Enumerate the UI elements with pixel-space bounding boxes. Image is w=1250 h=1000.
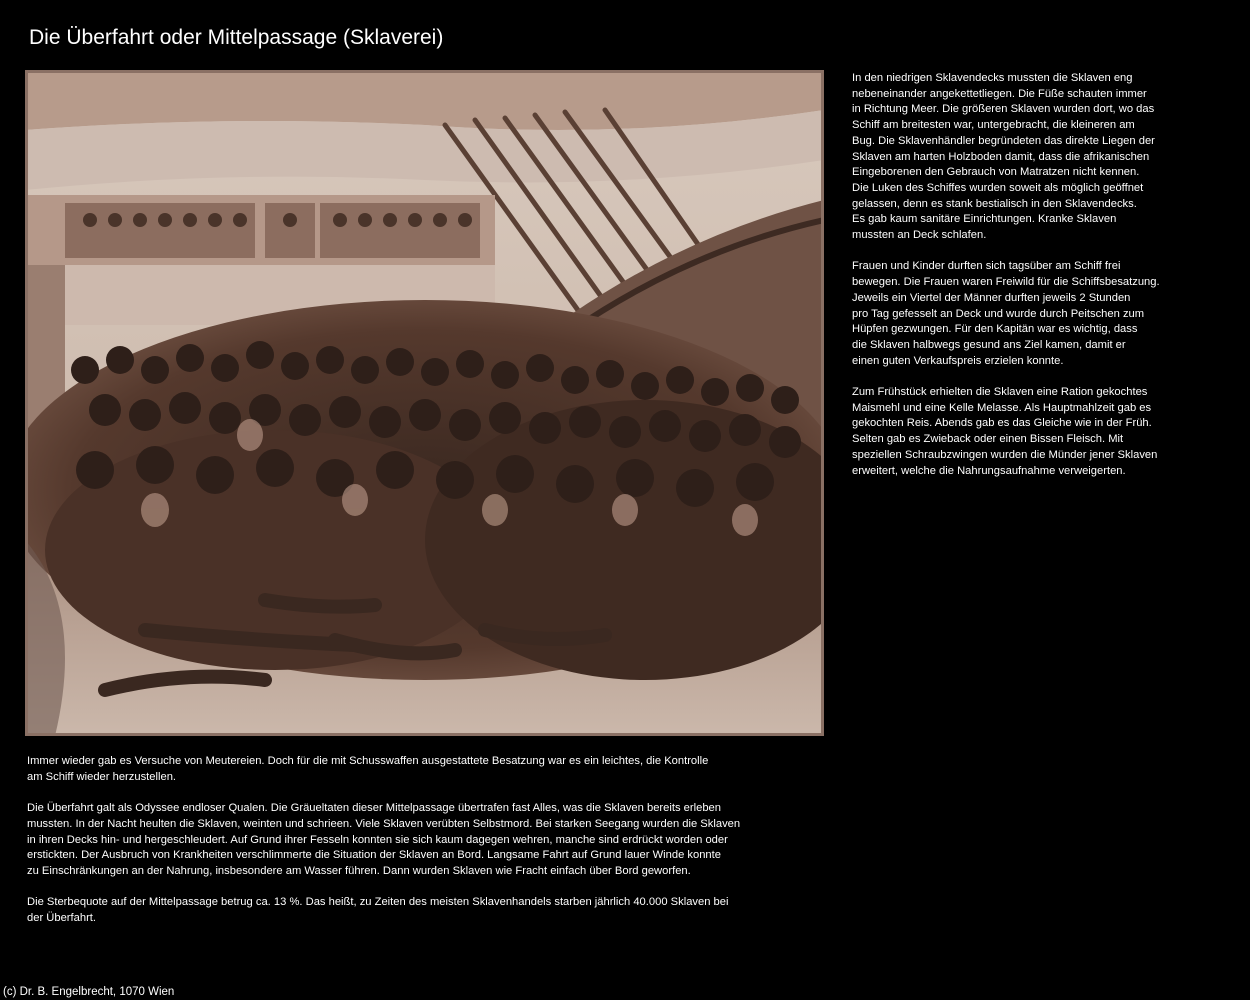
text-line: mussten. In der Nacht heulten die Sklaven, weinten und schrieen. Viele Sklaven verübten Selbstmord. Bei starken Seegang wurden die Sklaven [27,817,741,830]
ship-deck-illustration [25,70,824,736]
text-line: Hüpfen gezwungen. Für den Kapitän war es wichtig, dass [852,323,1138,336]
text-line: Selten gab es Zwieback oder einen Bissen Fleisch. Mit [852,433,1124,446]
text-line: in Richtung Meer. Die größeren Sklaven wurden dort, wo das [852,103,1155,116]
text-line: bewegen. Die Frauen waren Freiwild für die Schiffsbesatzung. [852,276,1160,289]
text-paragraph [27,801,797,880]
side-text-column [852,71,1187,495]
text-line: Die Sterbequote auf der Mittelpassage betrug ca. 13 %. Das heißt, zu Zeiten des meisten Sklavenhandels starben jährlich 40.000 Sklaven bei [27,896,729,909]
page-title: Die Überfahrt oder Mittelpassage (Sklaverei) [29,26,444,49]
text-line: erstickten. Der Ausbruch von Krankheiten verschlimmerte die Situation der Sklaven an Bord. Langsame Fahrt auf Grund lauer Winde konnte [27,849,721,862]
text-line: Maismehl und eine Kelle Melasse. Als Hauptmahlzeit gab es [852,401,1152,414]
text-line: mussten an Deck schlafen. [852,229,987,242]
copyright-footer: (c) Dr. B. Engelbrecht, 1070 Wien [3,986,175,998]
bottom-text-column [27,754,797,942]
text-line: am Schiff wieder herzustellen. [27,770,177,783]
text-line: gelassen, denn es stank bestialisch in den Sklavendecks. [852,197,1137,210]
ship-deck-photo [25,70,824,736]
text-paragraph [27,754,797,785]
text-line: Zum Frühstück erhielten die Sklaven eine Ration gekochtes [852,386,1148,399]
text-line: nebeneinander angekettetliegen. Die Füße schauten immer [852,87,1147,100]
text-line: Es gab kaum sanitäre Einrichtungen. Kranke Sklaven [852,213,1117,226]
text-line: der Überfahrt. [27,912,97,924]
text-line: In den niedrigen Sklavendecks mussten die Sklaven eng [852,72,1133,84]
text-line: einen guten Verkaufspreis erzielen konnte. [852,354,1064,367]
text-line: gekochten Reis. Abends gab es das Gleiche wie in der Früh. [852,417,1152,430]
text-line: Frauen und Kinder durften sich tagsüber am Schiff frei [852,260,1121,273]
text-paragraph [27,895,797,926]
text-line: Schiff am breitesten war, untergebracht, die kleineren am [852,119,1135,132]
text-line: Immer wieder gab es Versuche von Meutereien. Doch für die mit Schusswaffen ausgestattete Besatzung war es ein leichtes, die Kontrolle [27,755,709,767]
text-paragraph [852,385,1187,479]
text-line: Die Luken des Schiffes wurden soweit als möglich geöffnet [852,181,1144,194]
text-line: erweitert, welche die Nahrungsaufnahme verweigerten. [852,464,1126,477]
text-paragraph [852,259,1187,369]
text-line: Sklaven am harten Holzboden damit, dass die afrikanischen [852,150,1150,163]
text-line: Eingeborenen den Gebrauch von Matratzen nicht kennen. [852,166,1140,179]
text-line: speziellen Schraubzwingen wurden die Münder jener Sklaven [852,448,1158,461]
text-line: Die Überfahrt galt als Odyssee endloser Qualen. Die Gräueltaten dieser Mittelpassage übertrafen fast Alles, was die Sklaven bereits erleben [27,802,721,815]
text-line: Jeweils ein Viertel der Männer durften jeweils 2 Stunden [852,291,1131,304]
text-line: Bug. Die Sklavenhändler begründeten das direkte Liegen der [852,134,1155,147]
text-paragraph [852,71,1187,244]
text-line: die Sklaven halbwegs gesund ans Ziel kamen, damit er [852,338,1126,351]
text-line: in ihren Decks hin- und hergeschleudert. Auf Grund ihrer Fesseln konnten sie sich kaum dagegen wehren, manche sind erdrückt worden oder [27,833,728,846]
text-line: pro Tag gefesselt an Deck und wurde durch Peitschen zum [852,307,1145,320]
text-line: zu Einschränkungen an der Nahrung, insbesondere am Wasser führen. Dann wurden Sklaven wie Fracht einfach über Bord geworfen. [27,864,691,877]
